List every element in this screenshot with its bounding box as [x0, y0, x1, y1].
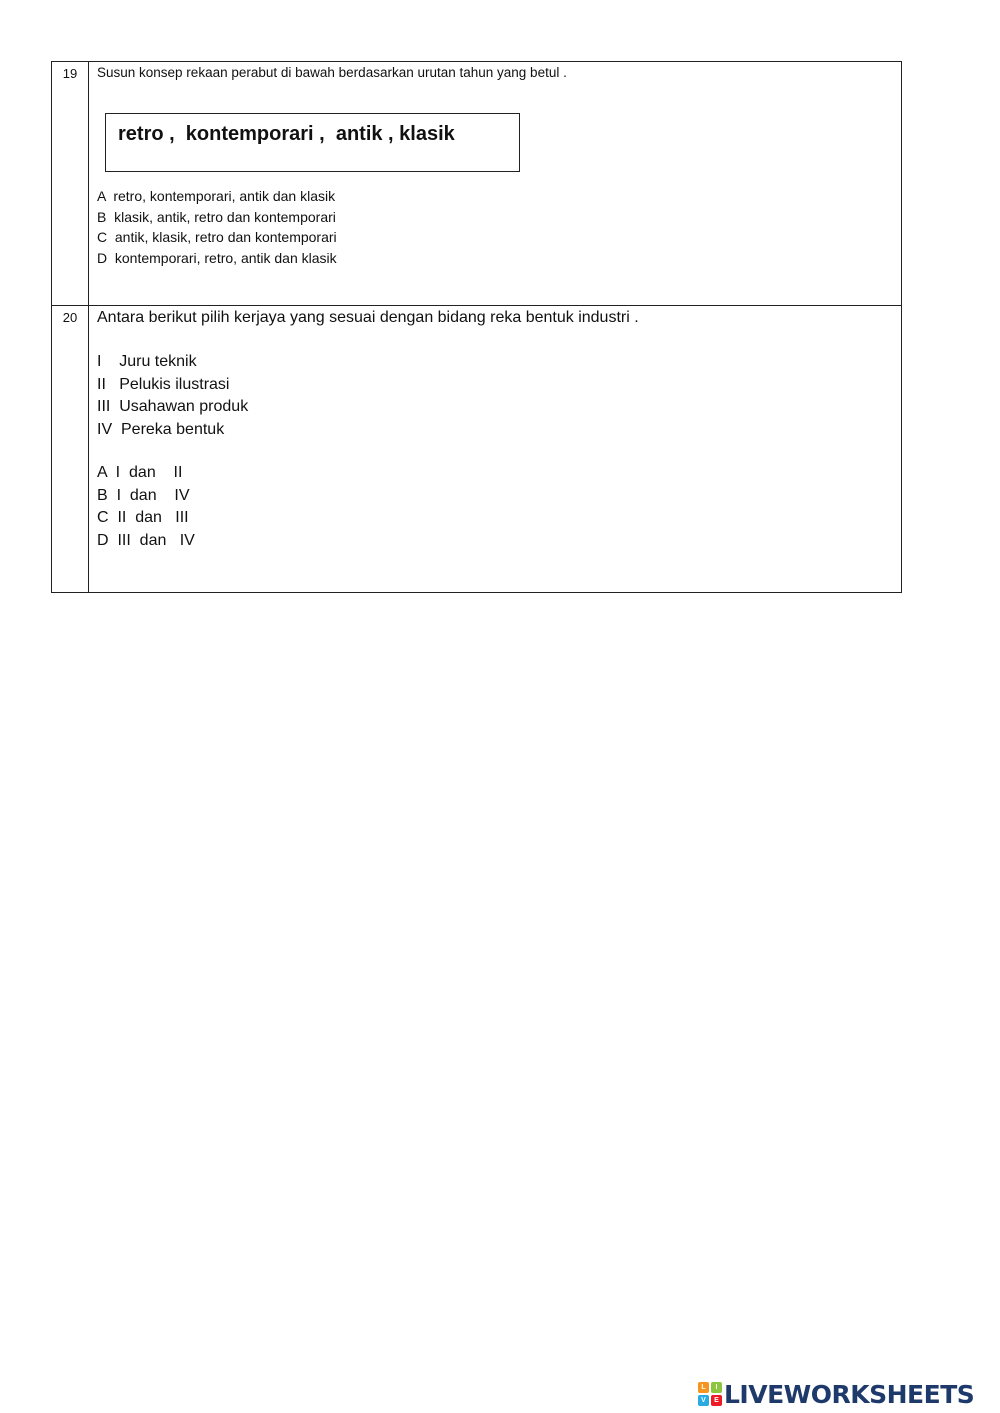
- statement-item: I Juru teknik: [97, 353, 197, 370]
- question-stem: Antara berikut pilih kerjaya yang sesuai dengan bidang reka bentuk industri .: [97, 309, 639, 326]
- question-content: [89, 62, 902, 306]
- concept-list: retro , kontemporari , antik , klasik: [118, 123, 455, 145]
- option-b[interactable]: B I dan IV: [97, 486, 190, 504]
- option-d[interactable]: D kontemporari, retro, antik dan klasik: [97, 249, 337, 266]
- option-c[interactable]: C II dan III: [97, 509, 189, 527]
- question-content: [89, 306, 902, 593]
- answer-options: [97, 186, 337, 268]
- statement-item: II Pelukis ilustrasi: [97, 375, 230, 393]
- liveworksheets-logo: [698, 1378, 974, 1410]
- liveworksheets-icon: L I V E: [698, 1382, 722, 1406]
- question-row-20: [52, 306, 902, 593]
- question-stem: Susun konsep rekaan perabut di bawah berdasarkan urutan tahun yang betul .: [97, 65, 567, 80]
- statement-item: III Usahawan produk: [97, 398, 249, 416]
- option-a[interactable]: A retro, kontemporari, antik dan klasik: [97, 188, 336, 204]
- concept-box: [105, 113, 520, 172]
- questions-table: [51, 61, 902, 593]
- question-row-19: [52, 62, 902, 306]
- statement-item: IV Pereka bentuk: [97, 421, 225, 439]
- statement-list: [97, 351, 248, 442]
- brand-name: LIVEWORKSHEETS: [724, 1379, 975, 1409]
- option-b[interactable]: B klasik, antik, retro dan kontemporari: [97, 208, 336, 225]
- option-d[interactable]: D III dan IV: [97, 532, 195, 550]
- question-number: 19: [52, 62, 89, 306]
- option-c[interactable]: C antik, klasik, retro dan kontemporari: [97, 229, 337, 245]
- option-a[interactable]: A I dan II: [97, 464, 183, 481]
- question-number: 20: [52, 306, 89, 593]
- answer-options: [97, 462, 195, 553]
